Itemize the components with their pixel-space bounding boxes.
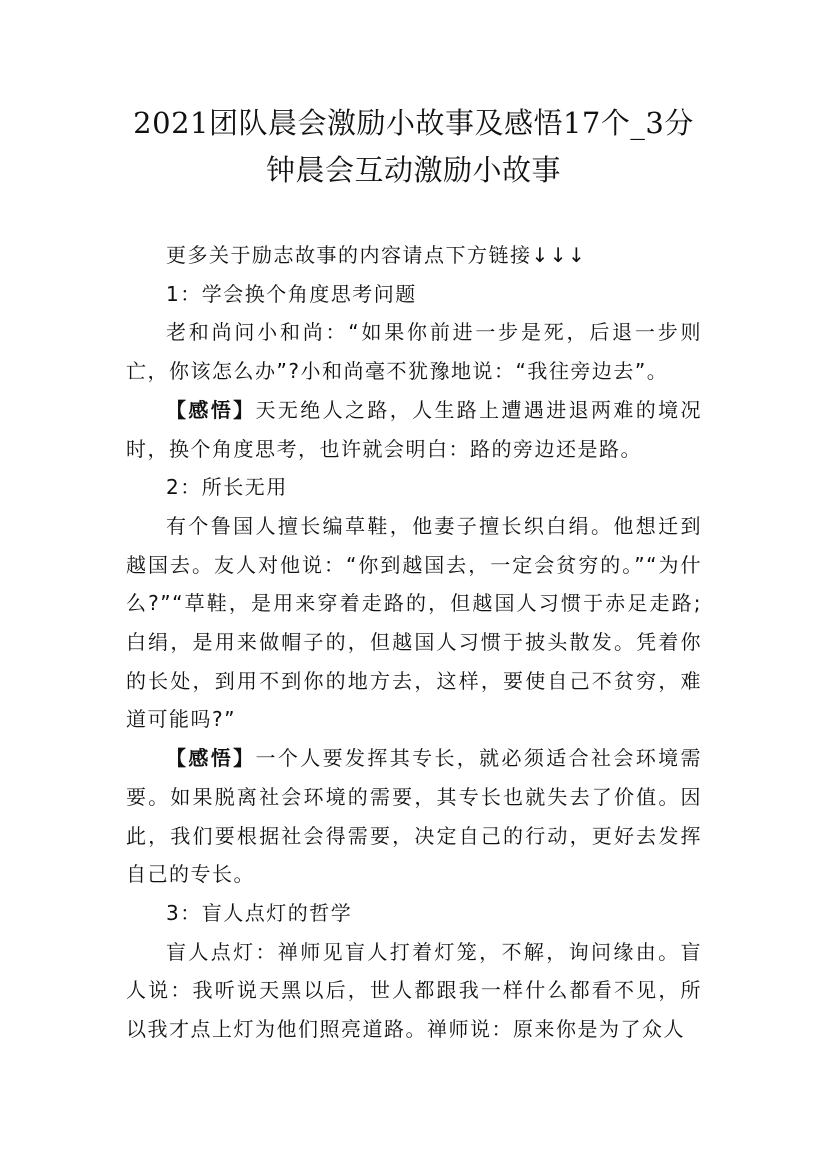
document-body	[126, 236, 702, 1049]
story-paragraph-2: 有个鲁国人擅长编草鞋，他妻子擅长织白绢。他想迁到越国去。友人对他说：“你到越国去，一定会贫穷的。”“为什么?”“草鞋，是用来穿着走路的，但越国人习惯于赤足走路;白绢，是用来做帽子的，但越国人习惯于披头散发。凭着你的长处，到用不到你的地方去，这样，要使自己不贫穷，难道可能吗?”	[126, 513, 702, 732]
insight-text: 一个人要发挥其专长，就必须适合社会环境需要。如果脱离社会环境的需要，其专长也就失去了价值。因此，我们要根据社会得需要，决定自己的行动，更好去发挥自己的专长。	[126, 746, 703, 887]
title-line-1: 2021团队晨会激励小故事及感悟17个_3分	[133, 106, 694, 140]
section-heading-1: 1：学会换个角度思考问题	[166, 281, 417, 306]
intro-link-text: 更多关于励志故事的内容请点下方链接↓↓↓	[166, 243, 587, 267]
document-title	[100, 100, 727, 194]
section-heading-3: 3：盲人点灯的哲学	[166, 900, 353, 925]
insight-label: 【感悟】	[166, 746, 256, 771]
section-heading-2: 2：所长无用	[166, 475, 288, 500]
insight-paragraph-1	[126, 391, 702, 468]
story-paragraph-1: 老和尚问小和尚：“如果你前进一步是死，后退一步则亡，你该怎么办”?小和尚毫不犹豫地说：“我往旁边去”。	[126, 320, 702, 384]
insight-text: 天无绝人之路，人生路上遭遇进退两难的境况时，换个角度思考，也许就会明白：路的旁边还是路。	[126, 397, 703, 461]
title-line-2: 钟晨会互动激励小故事	[265, 153, 561, 187]
story-paragraph-3: 盲人点灯：禅师见盲人打着灯笼，不解，询问缘由。盲人说：我听说天黑以后，世人都跟我一样什么都看不见，所以我才点上灯为他们照亮道路。禅师说：原来你是为了众人	[126, 939, 702, 1042]
insight-paragraph-2	[126, 739, 702, 894]
insight-label: 【感悟】	[166, 397, 256, 422]
